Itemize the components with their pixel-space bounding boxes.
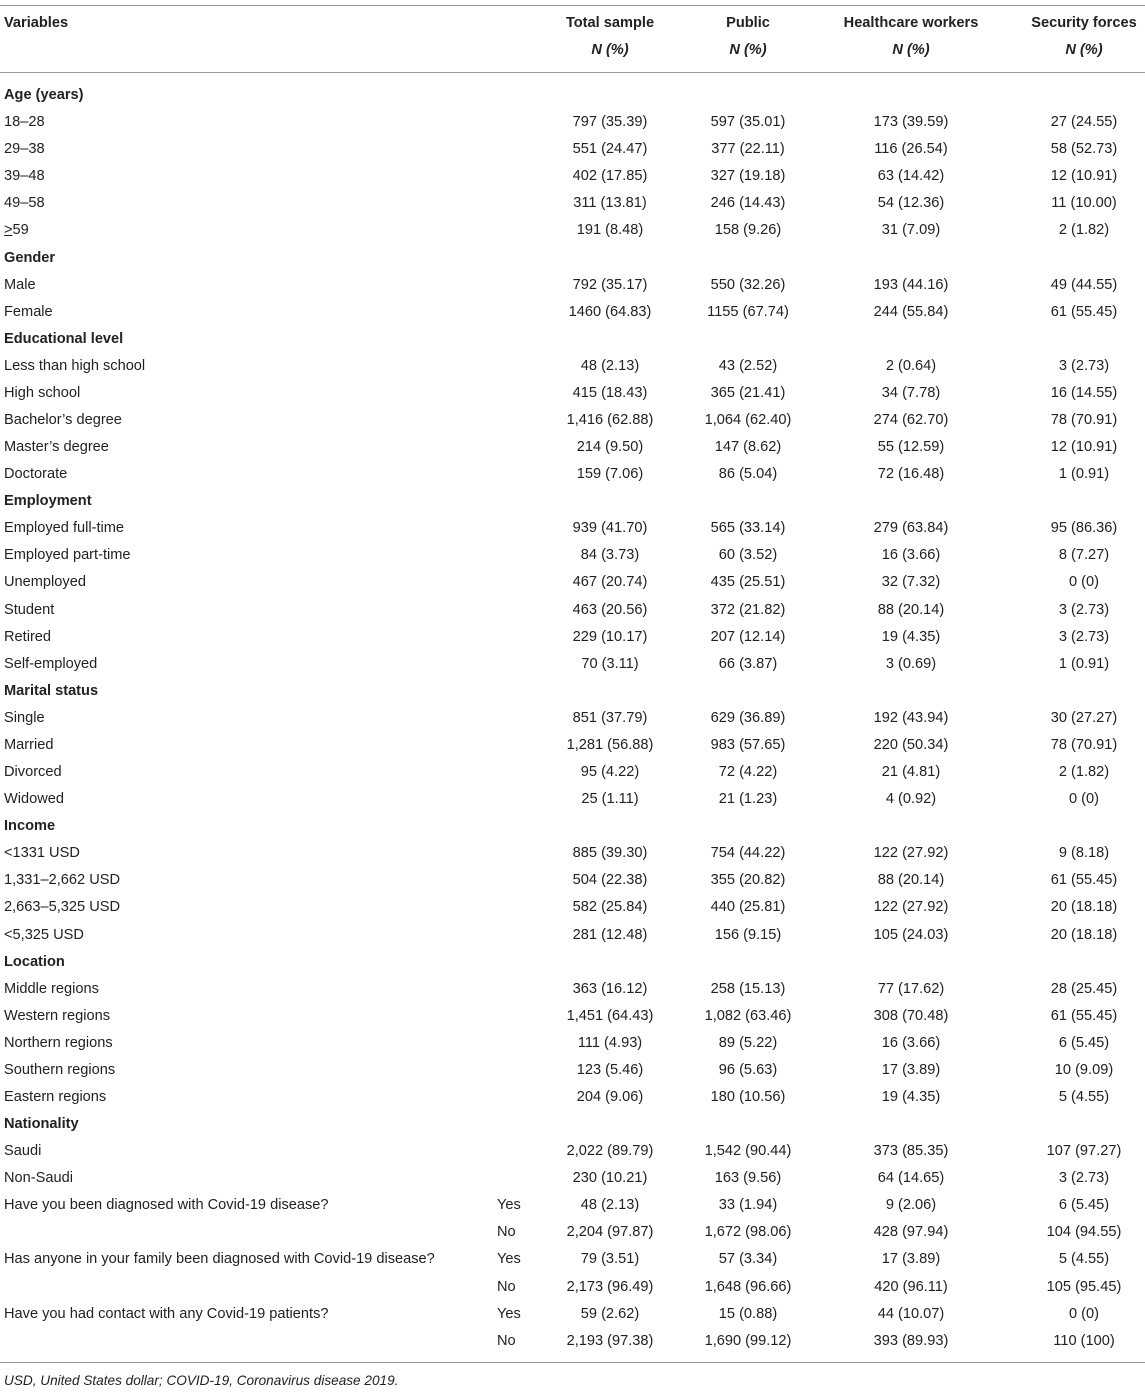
cell-total-sample: 204 (9.06)	[576, 1089, 644, 1105]
cell-security-forces: 2 (1.82)	[1058, 764, 1110, 780]
group-header-row	[0, 245, 1145, 272]
table-row	[0, 461, 1145, 488]
cell-healthcare-workers: 55 (12.59)	[877, 439, 945, 455]
cell-total-sample: 191 (8.48)	[576, 222, 644, 239]
group-header-row	[0, 949, 1145, 976]
cell-healthcare-workers: 105 (24.03)	[873, 926, 949, 943]
cell-total-sample: 551 (24.47)	[572, 141, 648, 158]
header-public-unit: N (%)	[729, 42, 767, 58]
cell-public: 33 (1.94)	[718, 1197, 778, 1214]
cell-security-forces: 8 (7.27)	[1058, 547, 1110, 564]
header-healthcare-workers-unit: N (%)	[892, 42, 930, 58]
row-label: 1,331–2,662 USD	[4, 872, 121, 889]
row-label: Retired	[4, 628, 52, 645]
cell-healthcare-workers: 17 (3.89)	[881, 1251, 941, 1268]
row-label: <5,325 USD	[4, 926, 84, 943]
group-label: Age (years)	[4, 87, 84, 103]
row-label: Non-Saudi	[4, 1170, 73, 1187]
cell-healthcare-workers: 308 (70.48)	[873, 1007, 949, 1024]
cell-healthcare-workers: 373 (85.35)	[873, 1143, 949, 1160]
row-label: Widowed	[4, 791, 65, 808]
cell-public: 96 (5.63)	[718, 1061, 778, 1078]
cell-public: 983 (57.65)	[710, 736, 786, 753]
table-footnote: USD, United States dollar; COVID-19, Coronavirus disease 2019.	[4, 1373, 399, 1388]
row-label: Eastern regions	[4, 1089, 107, 1105]
cell-security-forces: 107 (97.27)	[1046, 1143, 1122, 1160]
row-label: Have you had contact with any Covid-19 patients?	[4, 1305, 329, 1322]
group-label: Location	[4, 953, 65, 970]
cell-public: 163 (9.56)	[714, 1170, 782, 1187]
cell-total-sample: 1,451 (64.43)	[566, 1007, 654, 1024]
table-row	[0, 1219, 1145, 1246]
cell-security-forces: 10 (9.09)	[1054, 1061, 1114, 1078]
row-label: >59	[4, 222, 29, 239]
cell-total-sample: 402 (17.85)	[572, 168, 648, 185]
cell-healthcare-workers: 116 (26.54)	[874, 141, 948, 158]
cell-security-forces: 30 (27.27)	[1050, 709, 1118, 726]
cell-total-sample: 885 (39.30)	[572, 845, 648, 862]
cell-security-forces: 12 (10.91)	[1050, 439, 1118, 455]
answer-label: No	[497, 1332, 516, 1349]
answer-label: Yes	[497, 1305, 521, 1322]
cell-total-sample: 95 (4.22)	[580, 764, 640, 780]
table-row	[0, 542, 1145, 569]
cell-healthcare-workers: 32 (7.32)	[881, 574, 941, 591]
table-row	[0, 732, 1145, 759]
row-label: Student	[4, 601, 55, 618]
group-label: Employment	[4, 493, 92, 510]
answer-label: Yes	[497, 1197, 521, 1214]
cell-public: 377 (22.11)	[711, 141, 785, 158]
header-public	[678, 13, 818, 60]
header-total-sample-unit: N (%)	[591, 42, 629, 58]
cell-public: 754 (44.22)	[710, 845, 786, 862]
cell-healthcare-workers: 31 (7.09)	[881, 222, 941, 239]
cell-security-forces: 61 (55.45)	[1050, 303, 1118, 320]
table-row	[0, 434, 1145, 461]
cell-total-sample: 939 (41.70)	[572, 520, 648, 537]
cell-total-sample: 159 (7.06)	[576, 466, 644, 483]
answer-label: No	[497, 1224, 516, 1241]
cell-public: 89 (5.22)	[718, 1034, 778, 1051]
cell-total-sample: 123 (5.46)	[576, 1061, 644, 1078]
table-row	[0, 163, 1145, 190]
group-header-row	[0, 326, 1145, 353]
cell-total-sample: 582 (25.84)	[572, 899, 648, 916]
cell-security-forces: 2 (1.82)	[1058, 222, 1110, 239]
cell-security-forces: 3 (2.73)	[1058, 357, 1110, 374]
cell-security-forces: 49 (44.55)	[1050, 276, 1118, 293]
cell-public: 1155 (67.74)	[707, 303, 789, 320]
row-label: Master’s degree	[4, 439, 109, 455]
cell-total-sample: 851 (37.79)	[572, 709, 648, 726]
cell-healthcare-workers: 192 (43.94)	[873, 709, 949, 726]
cell-total-sample: 2,022 (89.79)	[566, 1143, 654, 1160]
cell-security-forces: 1 (0.91)	[1058, 466, 1110, 483]
table-row	[0, 380, 1145, 407]
cell-security-forces: 6 (5.45)	[1058, 1034, 1110, 1051]
cell-security-forces: 3 (2.73)	[1058, 601, 1110, 618]
cell-public: 355 (20.82)	[710, 872, 786, 889]
group-label: Marital status	[4, 682, 99, 699]
table-row	[0, 705, 1145, 732]
cell-public: 246 (14.43)	[710, 195, 786, 212]
cell-healthcare-workers: 16 (3.66)	[881, 1034, 941, 1051]
row-label: Southern regions	[4, 1061, 116, 1078]
cell-security-forces: 11 (10.00)	[1051, 195, 1117, 212]
cell-security-forces: 12 (10.91)	[1050, 168, 1118, 185]
cell-public: 1,082 (63.46)	[704, 1007, 792, 1024]
group-label: Nationality	[4, 1116, 79, 1132]
cell-total-sample: 214 (9.50)	[576, 439, 644, 455]
cell-healthcare-workers: 34 (7.78)	[881, 384, 941, 401]
row-label: Unemployed	[4, 574, 86, 591]
cell-security-forces: 58 (52.73)	[1050, 141, 1118, 158]
row-label: Bachelor’s degree	[4, 412, 122, 428]
cell-healthcare-workers: 9 (2.06)	[885, 1197, 937, 1214]
table-row	[0, 299, 1145, 326]
cell-security-forces: 78 (70.91)	[1050, 412, 1118, 428]
cell-total-sample: 70 (3.11)	[581, 655, 639, 672]
cell-public: 1,648 (96.66)	[704, 1278, 792, 1295]
header-total-sample-title: Total sample	[565, 15, 655, 31]
cell-total-sample: 229 (10.17)	[572, 628, 648, 645]
header-security-forces	[1022, 13, 1145, 60]
table-row	[0, 1328, 1145, 1355]
cell-healthcare-workers: 77 (17.62)	[877, 980, 945, 997]
cell-public: 327 (19.18)	[710, 168, 786, 185]
table-row	[0, 515, 1145, 542]
cell-security-forces: 105 (95.45)	[1046, 1278, 1122, 1295]
header-bottom-rule	[0, 72, 1145, 73]
cell-public: 435 (25.51)	[710, 574, 786, 591]
cell-total-sample: 792 (35.17)	[572, 276, 648, 293]
cell-healthcare-workers: 64 (14.65)	[877, 1170, 945, 1187]
cell-total-sample: 463 (20.56)	[572, 601, 648, 618]
group-header-row	[0, 678, 1145, 705]
cell-healthcare-workers: 420 (96.11)	[874, 1278, 948, 1295]
table-row	[0, 353, 1145, 380]
row-label: Doctorate	[4, 466, 68, 483]
cell-public: 207 (12.14)	[710, 628, 786, 645]
table-row	[0, 786, 1145, 813]
row-label: <1331 USD	[4, 845, 80, 862]
cell-healthcare-workers: 244 (55.84)	[873, 303, 949, 320]
table-top-rule	[0, 5, 1145, 6]
table-row	[0, 109, 1145, 136]
cell-public: 1,672 (98.06)	[704, 1224, 792, 1241]
cell-total-sample: 415 (18.43)	[572, 384, 648, 401]
cell-healthcare-workers: 2 (0.64)	[885, 357, 937, 374]
header-variables: Variables	[4, 15, 69, 31]
answer-label: Yes	[497, 1251, 521, 1268]
cell-total-sample: 79 (3.51)	[580, 1251, 640, 1268]
row-label: Middle regions	[4, 980, 99, 997]
cell-healthcare-workers: 122 (27.92)	[873, 899, 949, 916]
row-label: Male	[4, 276, 36, 293]
table-row	[0, 1246, 1145, 1273]
cell-total-sample: 48 (2.13)	[580, 357, 640, 374]
group-label: Educational level	[4, 330, 124, 347]
row-label: Has anyone in your family been diagnosed with Covid-19 disease?	[4, 1251, 435, 1268]
cell-security-forces: 1 (0.91)	[1058, 655, 1110, 672]
table-row	[0, 1301, 1145, 1328]
row-label: 2,663–5,325 USD	[4, 899, 121, 916]
cell-total-sample: 59 (2.62)	[580, 1305, 640, 1322]
cell-healthcare-workers: 279 (63.84)	[873, 520, 949, 537]
cell-healthcare-workers: 21 (4.81)	[881, 764, 941, 780]
header-total-sample	[540, 13, 680, 60]
table-row	[0, 272, 1145, 299]
cell-security-forces: 104 (94.55)	[1046, 1224, 1122, 1241]
cell-total-sample: 467 (20.74)	[572, 574, 648, 591]
row-label: Employed part-time	[4, 547, 131, 564]
table-row	[0, 867, 1145, 894]
table-row	[0, 976, 1145, 1003]
cell-public: 372 (21.82)	[710, 601, 786, 618]
cell-security-forces: 3 (2.73)	[1058, 628, 1110, 645]
row-label: 49–58	[4, 195, 45, 212]
cell-public: 72 (4.22)	[718, 764, 778, 780]
cell-public: 158 (9.26)	[714, 222, 782, 239]
cell-security-forces: 20 (18.18)	[1050, 899, 1118, 916]
row-label: Northern regions	[4, 1034, 113, 1051]
row-label: 29–38	[4, 141, 45, 158]
table-row	[0, 407, 1145, 434]
table-row	[0, 1030, 1145, 1057]
cell-healthcare-workers: 428 (97.94)	[873, 1224, 949, 1241]
cell-total-sample: 2,204 (97.87)	[566, 1224, 654, 1241]
cell-security-forces: 0 (0)	[1068, 1305, 1099, 1322]
cell-total-sample: 1460 (64.83)	[568, 303, 652, 320]
cell-total-sample: 25 (1.11)	[581, 791, 639, 808]
cell-security-forces: 3 (2.73)	[1058, 1170, 1110, 1187]
row-label: 18–28	[4, 114, 45, 131]
cell-public: 60 (3.52)	[718, 547, 778, 564]
table-row	[0, 759, 1145, 786]
row-label: Saudi	[4, 1143, 42, 1160]
row-label: 39–48	[4, 168, 45, 185]
cell-security-forces: 110 (100)	[1053, 1332, 1115, 1349]
row-label: Divorced	[4, 764, 62, 780]
cell-total-sample: 48 (2.13)	[580, 1197, 640, 1214]
group-header-row	[0, 813, 1145, 840]
cell-healthcare-workers: 173 (39.59)	[873, 114, 949, 131]
row-label: Employed full-time	[4, 520, 125, 537]
cell-healthcare-workers: 16 (3.66)	[881, 547, 941, 564]
cell-public: 147 (8.62)	[714, 439, 782, 455]
table-row	[0, 1192, 1145, 1219]
cell-healthcare-workers: 193 (44.16)	[873, 276, 949, 293]
cell-healthcare-workers: 19 (4.35)	[881, 628, 941, 645]
cell-healthcare-workers: 3 (0.69)	[885, 655, 937, 672]
cell-total-sample: 2,173 (96.49)	[566, 1278, 654, 1295]
table-row	[0, 1084, 1145, 1111]
group-header-row	[0, 1111, 1145, 1138]
table-row	[0, 569, 1145, 596]
row-label: Western regions	[4, 1007, 110, 1024]
table-row	[0, 1057, 1145, 1084]
cell-public: 1,690 (99.12)	[704, 1332, 792, 1349]
answer-label: No	[497, 1278, 516, 1295]
cell-healthcare-workers: 54 (12.36)	[877, 195, 945, 212]
header-public-title: Public	[726, 15, 770, 31]
cell-public: 86 (5.04)	[718, 466, 778, 483]
table-row	[0, 651, 1145, 678]
table-row	[0, 1165, 1145, 1192]
cell-public: 565 (33.14)	[710, 520, 786, 537]
group-label: Income	[4, 818, 56, 835]
cell-security-forces: 0 (0)	[1068, 574, 1099, 591]
group-header-row	[0, 488, 1145, 515]
cell-total-sample: 1,281 (56.88)	[566, 736, 654, 753]
table-row	[0, 894, 1145, 921]
cell-public: 21 (1.23)	[718, 791, 778, 808]
cell-total-sample: 2,193 (97.38)	[566, 1332, 654, 1349]
cell-healthcare-workers: 393 (89.93)	[873, 1332, 949, 1349]
cell-public: 550 (32.26)	[710, 276, 786, 293]
cell-security-forces: 61 (55.45)	[1050, 1007, 1118, 1024]
cell-public: 629 (36.89)	[710, 709, 786, 726]
cell-public: 43 (2.52)	[718, 357, 778, 374]
row-label: Less than high school	[4, 357, 146, 374]
table-bottom-rule	[0, 1362, 1145, 1363]
cell-public: 597 (35.01)	[710, 114, 786, 131]
cell-healthcare-workers: 274 (62.70)	[873, 412, 949, 428]
row-label: High school	[4, 384, 81, 401]
cell-public: 180 (10.56)	[710, 1089, 786, 1105]
table-row	[0, 597, 1145, 624]
cell-security-forces: 28 (25.45)	[1050, 980, 1118, 997]
table-row	[0, 1274, 1145, 1301]
table-row	[0, 840, 1145, 867]
table-row	[0, 190, 1145, 217]
cell-total-sample: 230 (10.21)	[572, 1170, 648, 1187]
table-row	[0, 1138, 1145, 1165]
cell-security-forces: 0 (0)	[1068, 791, 1099, 808]
cell-total-sample: 1,416 (62.88)	[566, 412, 654, 428]
header-security-forces-title: Security forces	[1031, 15, 1137, 31]
row-label: Self-employed	[4, 655, 98, 672]
row-label: Female	[4, 303, 53, 320]
group-label: Gender	[4, 249, 56, 266]
cell-public: 1,542 (90.44)	[704, 1143, 792, 1160]
header-healthcare-workers	[836, 13, 986, 60]
cell-healthcare-workers: 72 (16.48)	[877, 466, 945, 483]
cell-healthcare-workers: 63 (14.42)	[877, 168, 945, 185]
cell-total-sample: 363 (16.12)	[572, 980, 648, 997]
table-row	[0, 136, 1145, 163]
cell-public: 1,064 (62.40)	[704, 412, 792, 428]
cell-healthcare-workers: 19 (4.35)	[881, 1089, 941, 1105]
cell-healthcare-workers: 17 (3.89)	[881, 1061, 941, 1078]
cell-security-forces: 16 (14.55)	[1050, 384, 1118, 401]
cell-security-forces: 6 (5.45)	[1058, 1197, 1110, 1214]
cell-healthcare-workers: 122 (27.92)	[873, 845, 949, 862]
cell-security-forces: 20 (18.18)	[1050, 926, 1118, 943]
table-row	[0, 922, 1145, 949]
cell-public: 365 (21.41)	[710, 384, 786, 401]
cell-total-sample: 281 (12.48)	[572, 926, 648, 943]
cell-total-sample: 311 (13.81)	[573, 195, 647, 212]
row-label: Married	[4, 736, 54, 753]
cell-security-forces: 5 (4.55)	[1058, 1251, 1110, 1268]
cell-public: 15 (0.88)	[718, 1305, 778, 1322]
cell-healthcare-workers: 88 (20.14)	[877, 601, 945, 618]
cell-public: 156 (9.15)	[714, 926, 782, 943]
cell-security-forces: 5 (4.55)	[1058, 1089, 1110, 1105]
cell-total-sample: 111 (4.93)	[577, 1034, 643, 1051]
cell-total-sample: 84 (3.73)	[580, 547, 640, 564]
cell-security-forces: 78 (70.91)	[1050, 736, 1118, 753]
cell-healthcare-workers: 4 (0.92)	[885, 791, 937, 808]
table-row	[0, 1003, 1145, 1030]
cell-security-forces: 9 (8.18)	[1058, 845, 1110, 862]
cell-healthcare-workers: 88 (20.14)	[877, 872, 945, 889]
cell-public: 66 (3.87)	[718, 655, 778, 672]
group-header-row	[0, 82, 1145, 109]
header-healthcare-workers-title: Healthcare workers	[843, 15, 979, 31]
cell-total-sample: 504 (22.38)	[572, 872, 648, 889]
cell-healthcare-workers: 220 (50.34)	[873, 736, 949, 753]
cell-total-sample: 797 (35.39)	[572, 114, 648, 131]
cell-public: 57 (3.34)	[718, 1251, 778, 1268]
row-label: Single	[4, 709, 45, 726]
table-row	[0, 217, 1145, 244]
row-label: Have you been diagnosed with Covid-19 disease?	[4, 1197, 329, 1214]
header-security-forces-unit: N (%)	[1065, 42, 1103, 58]
cell-public: 440 (25.81)	[710, 899, 786, 916]
cell-security-forces: 95 (86.36)	[1050, 520, 1118, 537]
cell-healthcare-workers: 44 (10.07)	[877, 1305, 945, 1322]
table-row	[0, 624, 1145, 651]
cell-security-forces: 27 (24.55)	[1050, 114, 1118, 131]
cell-public: 258 (15.13)	[710, 980, 786, 997]
cell-security-forces: 61 (55.45)	[1050, 872, 1118, 889]
